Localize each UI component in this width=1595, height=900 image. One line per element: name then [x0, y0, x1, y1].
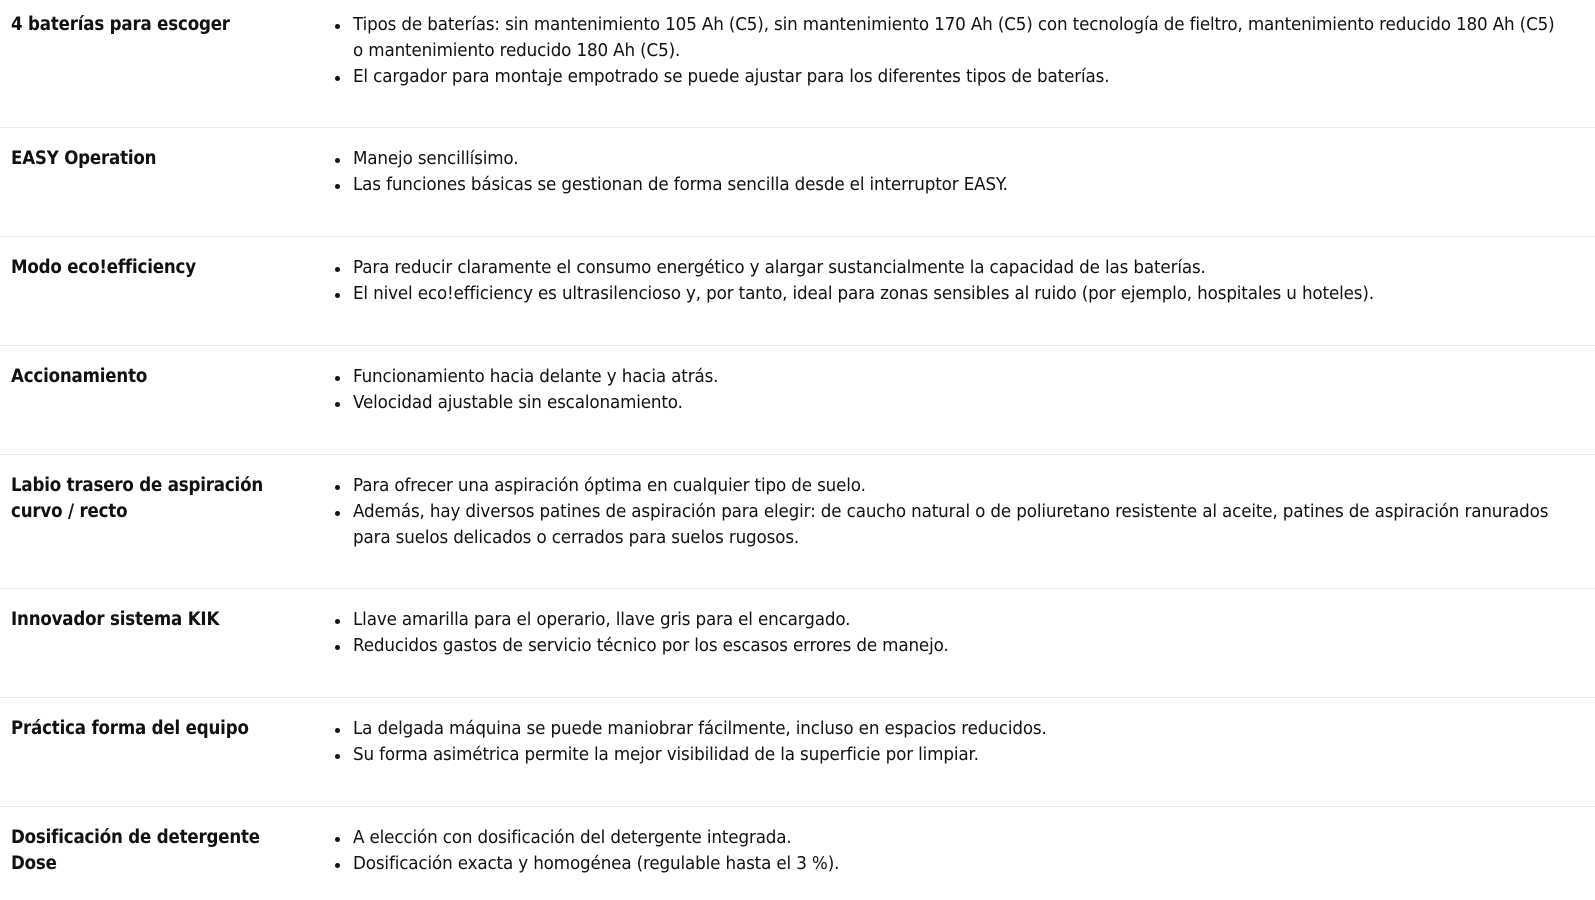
feature-bullets — [0, 12, 1595, 90]
bullet-dot — [335, 293, 340, 298]
feature-bullets — [0, 364, 1595, 416]
feature-bullet: Su forma asimétrica permite la mejor visibilidad de la superficie por limpiar. — [0, 742, 1595, 768]
feature-row-dosificacion — [0, 825, 1595, 900]
feature-title: EASY Operation — [11, 148, 157, 169]
feature-bullet: Dosificación exacta y homogénea (regulable hasta el 3 %). — [0, 851, 1595, 877]
feature-bullet: Para reducir claramente el consumo energético y alargar sustancialmente la capacidad de las baterías. — [0, 255, 1595, 281]
bullet-dot — [335, 728, 340, 733]
feature-bullet: El cargador para montaje empotrado se puede ajustar para los diferentes tipos de baterías. — [0, 64, 1595, 90]
bullet-dot — [335, 863, 340, 868]
feature-title: Innovador sistema KIK — [11, 609, 220, 630]
bullet-dot — [335, 511, 340, 516]
feature-bullet: El nivel eco!efficiency es ultrasilencioso y, por tanto, ideal para zonas sensibles al ruido (por ejemplo, hospitales u hoteles). — [0, 281, 1595, 307]
feature-bullets — [0, 473, 1595, 551]
feature-bullet: Velocidad ajustable sin escalonamiento. — [0, 390, 1595, 416]
feature-bullet: La delgada máquina se puede maniobrar fácilmente, incluso en espacios reducidos. — [0, 716, 1595, 742]
feature-bullet: Tipos de baterías: sin mantenimiento 105 Ah (C5), sin mantenimiento 170 Ah (C5) con tecnología de fieltro, mantenimiento reducido 180 Ah (C5) o mantenimiento reducido 180 Ah (C5). — [0, 12, 1595, 64]
feature-bullet: Para ofrecer una aspiración óptima en cualquier tipo de suelo. — [0, 473, 1595, 499]
feature-title: Labio trasero de aspiración curvo / recto — [11, 475, 263, 522]
bullet-dot — [335, 24, 340, 29]
feature-title: Accionamiento — [11, 366, 148, 387]
feature-title: Dosificación de detergente Dose — [11, 827, 260, 874]
bullet-dot — [335, 267, 340, 272]
bullet-dot — [335, 485, 340, 490]
feature-row-forma-equipo — [0, 716, 1595, 807]
bullet-dot — [335, 837, 340, 842]
bullet-dot — [335, 619, 340, 624]
feature-bullet: Llave amarilla para el operario, llave gris para el encargado. — [0, 607, 1595, 633]
feature-bullet: Las funciones básicas se gestionan de forma sencilla desde el interruptor EASY. — [0, 172, 1595, 198]
feature-bullet: Manejo sencillísimo. — [0, 146, 1595, 172]
feature-bullet: Reducidos gastos de servicio técnico por los escasos errores de manejo. — [0, 633, 1595, 659]
bullet-dot — [335, 76, 340, 81]
feature-row-sistema-kik — [0, 607, 1595, 698]
feature-row-baterias — [0, 12, 1595, 128]
feature-row-accionamiento — [0, 364, 1595, 455]
feature-bullet: A elección con dosificación del detergente integrada. — [0, 825, 1595, 851]
feature-bullets — [0, 716, 1595, 768]
bullet-dot — [335, 184, 340, 189]
feature-bullets — [0, 255, 1595, 307]
feature-bullet: Funcionamiento hacia delante y hacia atrás. — [0, 364, 1595, 390]
feature-title: Modo eco!efficiency — [11, 257, 196, 278]
bullet-dot — [335, 645, 340, 650]
feature-bullets — [0, 607, 1595, 659]
feature-bullets — [0, 146, 1595, 198]
feature-row-eco-efficiency — [0, 255, 1595, 346]
feature-title: 4 baterías para escoger — [11, 14, 230, 35]
bullet-dot — [335, 402, 340, 407]
bullet-dot — [335, 158, 340, 163]
feature-row-labio-trasero — [0, 473, 1595, 589]
feature-row-easy-operation — [0, 146, 1595, 237]
feature-title: Práctica forma del equipo — [11, 718, 249, 739]
bullet-dot — [335, 376, 340, 381]
bullet-dot — [335, 754, 340, 759]
feature-bullets — [0, 825, 1595, 877]
feature-bullet: Además, hay diversos patines de aspiración para elegir: de caucho natural o de poliuretano resistente al aceite, patines de aspiración ranurados para suelos delicados o cerrados para suelos rugosos. — [0, 499, 1595, 551]
